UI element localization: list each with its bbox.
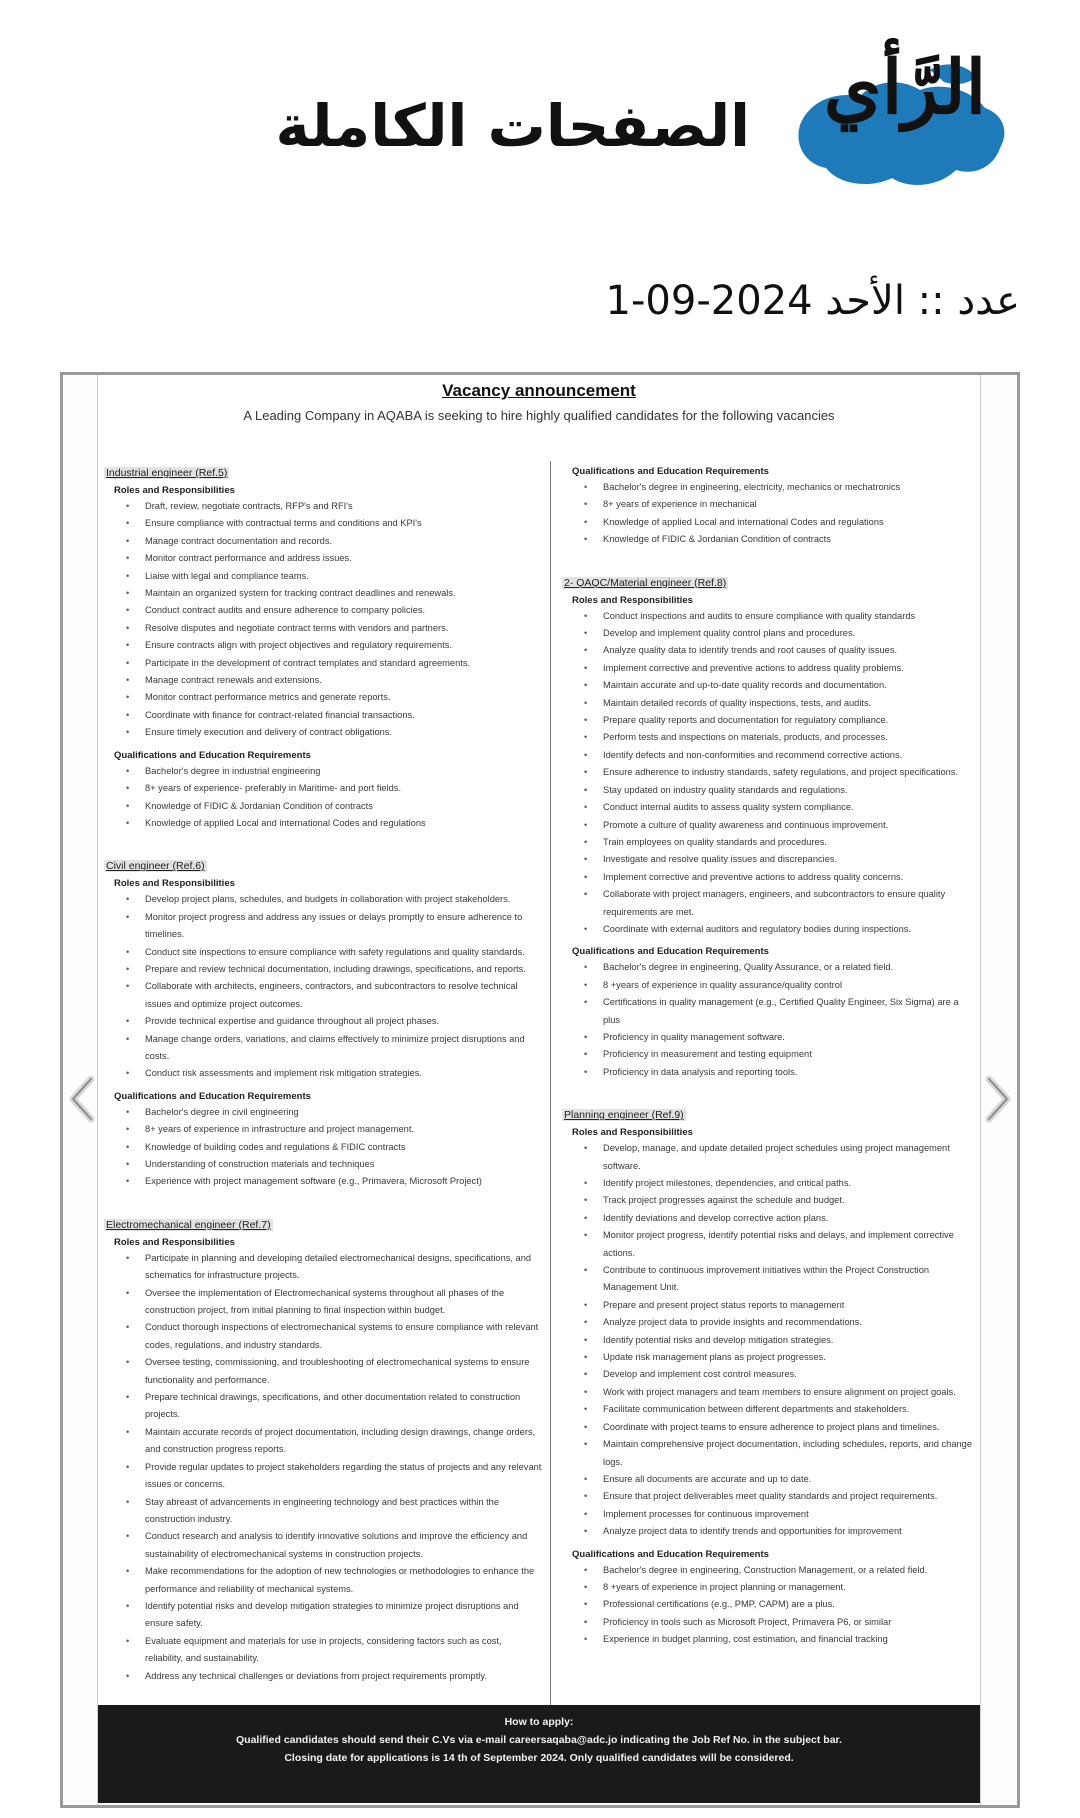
list-item: • Participate in the development of contract templates and standard agreements.	[126, 655, 542, 672]
list-item: • Experience in budget planning, cost estimation, and financial tracking	[584, 1631, 976, 1648]
list-item: • Ensure that project deliverables meet quality standards and project requirements.	[584, 1488, 976, 1505]
list-item: • Maintain accurate records of project documentation, including design drawings, change orders, and construction progress reports.	[126, 1424, 542, 1459]
list-item: • Conduct contract audits and ensure adherence to company policies.	[126, 602, 542, 619]
apply-line-2: Closing date for applications is 14 th of September 2024. Only qualified candidates will be considered.	[284, 1752, 794, 1764]
job-title: 2- QAQC/Material engineer (Ref.8)	[564, 576, 727, 589]
list-item: • Work with project managers and team members to ensure alignment on project goals.	[584, 1384, 976, 1401]
list-item: • Track project progresses against the schedule and budget.	[584, 1192, 976, 1209]
logo-text: الرَّأي	[823, 45, 987, 131]
list-item: • Coordinate with external auditors and regulatory bodies during inspections.	[584, 921, 976, 938]
list-item: • 8 +years of experience in quality assurance/quality control	[584, 977, 976, 994]
list-item: • Identify project milestones, dependencies, and critical paths.	[584, 1175, 976, 1192]
qualifications-list	[584, 1562, 976, 1649]
list-item: • Make recommendations for the adoption of new technologies or methodologies to enhance the performance and reliability of mechanical systems.	[126, 1563, 542, 1598]
list-item: • Prepare and present project status reports to management	[584, 1297, 976, 1314]
right-column	[562, 463, 976, 1673]
list-item: • Provide regular updates to project stakeholders regarding the status of projects and any relevant issues or concerns.	[126, 1459, 542, 1494]
list-item: • Develop and implement cost control measures.	[584, 1366, 976, 1383]
list-item: • Monitor project progress, identify potential risks and delays, and implement corrective actions.	[584, 1227, 976, 1262]
list-item: • Provide technical expertise and guidance throughout all project phases.	[126, 1013, 542, 1030]
job-block	[104, 856, 542, 1191]
list-item: • Knowledge of applied Local and international Codes and regulations	[126, 815, 542, 832]
job-block	[562, 573, 976, 1082]
roles-list	[584, 608, 976, 939]
roles-heading: Roles and Responsibilities	[114, 1236, 235, 1248]
list-item: • Coordinate with finance for contract-related financial transactions.	[126, 707, 542, 724]
list-item: • 8 +years of experience in project planning or management.	[584, 1579, 976, 1596]
page-header	[0, 0, 1080, 260]
list-item: • Implement corrective and preventive actions to address quality problems.	[584, 660, 976, 677]
left-column	[104, 463, 542, 1703]
list-item: • Analyze quality data to identify trends and root causes of quality issues.	[584, 642, 976, 659]
list-item: • Manage change orders, variations, and claims effectively to minimize project disruptions and costs.	[126, 1031, 542, 1066]
apply-line-1: Qualified candidates should send their C.Vs via e-mail careersaqaba@adc.jo indicating the Job Ref No. in the subject bar.	[236, 1734, 842, 1746]
list-item: • Update risk management plans as project progresses.	[584, 1349, 976, 1366]
list-item: • Certifications in quality management (e.g., Certified Quality Engineer, Six Sigma) are a plus	[584, 994, 976, 1029]
list-item: • Proficiency in tools such as Microsoft Project, Primavera P6, or similar	[584, 1614, 976, 1631]
list-item: • Bachelor's degree in industrial engineering	[126, 763, 542, 780]
list-item: • Identify deviations and develop corrective action plans.	[584, 1210, 976, 1227]
list-item: • Conduct inspections and audits to ensure compliance with quality standards	[584, 608, 976, 625]
list-item: • Draft, review, negotiate contracts, RFP's and RFI's	[126, 498, 542, 515]
roles-heading: Roles and Responsibilities	[572, 594, 693, 606]
qualifications-block	[562, 466, 976, 549]
list-item: • Develop project plans, schedules, and budgets in collaboration with project stakeholders.	[126, 891, 542, 908]
list-item: • 8+ years of experience- preferably in Maritime- and port fields.	[126, 780, 542, 797]
section-title: الصفحات الكاملة	[275, 92, 750, 160]
list-item: • Ensure compliance with contractual terms and conditions and KPI's	[126, 515, 542, 532]
list-item: • Maintain an organized system for tracking contract deadlines and renewals.	[126, 585, 542, 602]
list-item: • Oversee testing, commissioning, and troubleshooting of electromechanical systems to ensure functionality and performance.	[126, 1354, 542, 1389]
list-item: • Participate in planning and developing detailed electromechanical designs, specifications, and schematics for infrastructure projects.	[126, 1250, 542, 1285]
list-item: • Develop, manage, and update detailed project schedules using project management software.	[584, 1140, 976, 1175]
page-viewer[interactable]	[60, 372, 1020, 1808]
list-item: • Perform tests and inspections on materials, products, and processes.	[584, 729, 976, 746]
list-item: • Develop and implement quality control plans and procedures.	[584, 625, 976, 642]
job-title: Industrial engineer (Ref.5)	[106, 467, 228, 479]
list-item: • 8+ years of experience in infrastructure and project management.	[126, 1121, 542, 1138]
roles-list	[584, 1140, 976, 1540]
job-block	[104, 463, 542, 832]
qualifications-heading: Qualifications and Education Requirements	[572, 946, 769, 958]
list-item: • Knowledge of applied Local and international Codes and regulations	[584, 514, 976, 531]
list-item: • Bachelor's degree in engineering, Construction Management, or a related field.	[584, 1562, 976, 1579]
list-item: • Ensure contracts align with project objectives and regulatory requirements.	[126, 637, 542, 654]
list-item: • Analyze project data to identify trends and opportunities for improvement	[584, 1523, 976, 1540]
chevron-left-icon	[65, 1073, 101, 1125]
list-item: • Maintain detailed records of quality inspections, tests, and audits.	[584, 695, 976, 712]
list-item: • Address any technical challenges or deviations from project requirements promptly.	[126, 1668, 542, 1685]
list-item: • Prepare technical drawings, specifications, and other documentation related to construction projects.	[126, 1389, 542, 1424]
qualifications-list	[584, 959, 976, 1081]
qualifications-block	[104, 1091, 542, 1191]
chevron-right-icon	[979, 1073, 1015, 1125]
list-item: • Promote a culture of quality awareness and continuous improvement.	[584, 817, 976, 834]
issue-label: عدد :: الأحد	[825, 278, 1020, 324]
list-item: • Conduct site inspections to ensure compliance with safety regulations and quality standards.	[126, 944, 542, 961]
list-item: • Knowledge of FIDIC & Jordanian Condition of contracts	[126, 798, 542, 815]
list-item: • Monitor project progress and address any issues or delays promptly to ensure adherence to timelines.	[126, 909, 542, 944]
job-title: Planning engineer (Ref.9)	[564, 1109, 684, 1122]
how-to-apply-bar	[98, 1705, 980, 1803]
qualifications-block	[562, 946, 976, 1081]
list-item: • Liaise with legal and compliance teams.	[126, 568, 542, 585]
document-subtitle: A Leading Company in AQABA is seeking to hire highly qualified candidates for the following vacancies	[243, 408, 835, 423]
list-item: • Monitor contract performance and address issues.	[126, 550, 542, 567]
list-item: • Train employees on quality standards and procedures.	[584, 834, 976, 851]
qualifications-list	[126, 763, 542, 833]
qualifications-heading: Qualifications and Education Requirements	[572, 1548, 769, 1560]
list-item: • Collaborate with architects, engineers, contractors, and subcontractors to resolve technical issues and optimize project outcomes.	[126, 978, 542, 1013]
roles-list	[126, 498, 542, 742]
list-item: • Proficiency in measurement and testing equipment	[584, 1046, 976, 1063]
list-item: • Conduct thorough inspections of electromechanical systems to ensure compliance with relevant codes, regulations, and industry standards.	[126, 1319, 542, 1354]
job-block	[562, 466, 976, 549]
list-item: • Understanding of construction materials and techniques	[126, 1156, 542, 1173]
list-item: • Coordinate with project teams to ensure adherence to project plans and timelines.	[584, 1419, 976, 1436]
list-item: • Maintain comprehensive project documentation, including schedules, reports, and change logs.	[584, 1436, 976, 1471]
job-block	[104, 1215, 542, 1685]
qualifications-block	[562, 1549, 976, 1649]
list-item: • Ensure all documents are accurate and up to date.	[584, 1471, 976, 1488]
list-item: • Manage contract renewals and extensions.	[126, 672, 542, 689]
list-item: • Identify potential risks and develop mitigation strategies to minimize project disruptions and ensure safety.	[126, 1598, 542, 1633]
list-item: • Bachelor's degree in engineering, electricity, mechanics or mechatronics	[584, 479, 976, 496]
roles-heading: Roles and Responsibilities	[114, 878, 235, 890]
list-item: • 8+ years of experience in mechanical	[584, 496, 976, 513]
roles-heading: Roles and Responsibilities	[572, 1127, 693, 1139]
list-item: • Collaborate with project managers, engineers, and subcontractors to ensure quality requirements are met.	[584, 886, 976, 921]
roles-list	[126, 1250, 542, 1685]
list-item: • Experience with project management software (e.g., Primavera, Microsoft Project)	[126, 1173, 542, 1190]
list-item: • Contribute to continuous improvement initiatives within the Project Construction Management Unit.	[584, 1262, 976, 1297]
roles-heading: Roles and Responsibilities	[114, 485, 235, 496]
list-item: • Bachelor's degree in engineering, Quality Assurance, or a related field.	[584, 959, 976, 976]
list-item: • Investigate and resolve quality issues and discrepancies.	[584, 851, 976, 868]
list-item: • Implement corrective and preventive actions to address quality concerns.	[584, 869, 976, 886]
list-item: • Prepare and review technical documentation, including drawings, specifications, and reports.	[126, 961, 542, 978]
list-item: • Ensure adherence to industry standards, safety regulations, and project specifications.	[584, 764, 976, 781]
list-item: • Maintain accurate and up-to-date quality records and documentation.	[584, 677, 976, 694]
list-item: • Proficiency in data analysis and reporting tools.	[584, 1064, 976, 1081]
qualifications-list	[584, 479, 976, 549]
list-item: • Conduct internal audits to assess quality system compliance.	[584, 799, 976, 816]
list-item: • Analyze project data to provide insights and recommendations.	[584, 1314, 976, 1331]
list-item: • Manage contract documentation and records.	[126, 533, 542, 550]
qualifications-heading: Qualifications and Education Requirements	[114, 1090, 311, 1102]
list-item: • Ensure timely execution and delivery of contract obligations.	[126, 724, 542, 741]
qualifications-heading: Qualifications and Education Requirements	[114, 749, 311, 761]
list-item: • Facilitate communication between different departments and stakeholders.	[584, 1401, 976, 1418]
job-title: Electromechanical engineer (Ref.7)	[106, 1218, 271, 1231]
list-item: • Monitor contract performance metrics and generate reports.	[126, 689, 542, 706]
list-item: • Identify defects and non-conformities and recommend corrective actions.	[584, 747, 976, 764]
list-item: • Professional certifications (e.g., PMP, CAPM) are a plus.	[584, 1596, 976, 1613]
list-item: • Stay abreast of advancements in engineering technology and best practices within the construction industry.	[126, 1494, 542, 1529]
alrai-logo[interactable]	[780, 30, 1020, 205]
issue-date: 1-09-2024	[605, 278, 813, 324]
vacancy-document	[97, 375, 981, 1805]
qualifications-block	[104, 750, 542, 833]
roles-list	[126, 891, 542, 1082]
list-item: • Prepare quality reports and documentation for regulatory compliance.	[584, 712, 976, 729]
qualifications-heading: Qualifications and Education Requirements	[572, 466, 769, 477]
list-item: • Stay updated on industry quality standards and regulations.	[584, 782, 976, 799]
list-item: • Knowledge of FIDIC & Jordanian Condition of contracts	[584, 531, 976, 548]
job-title: Civil engineer (Ref.6)	[106, 860, 205, 873]
issue-line	[606, 278, 1020, 324]
list-item: • Bachelor's degree in civil engineering	[126, 1104, 542, 1121]
previous-page-button[interactable]	[65, 1073, 101, 1125]
list-item: • Identify potential risks and develop mitigation strategies.	[584, 1332, 976, 1349]
apply-heading: How to apply:	[504, 1716, 574, 1728]
next-page-button[interactable]	[979, 1073, 1015, 1125]
qualifications-list	[126, 1104, 542, 1191]
list-item: • Conduct research and analysis to identify innovative solutions and improve the efficiency and sustainability of electromechanical systems in construction projects.	[126, 1528, 542, 1563]
column-divider	[550, 461, 551, 1707]
list-item: • Conduct risk assessments and implement risk mitigation strategies.	[126, 1065, 542, 1082]
list-item: • Oversee the implementation of Electromechanical systems throughout all phases of the construction project, from initial planning to final inspection within budget.	[126, 1285, 542, 1320]
list-item: • Evaluate equipment and materials for use in projects, considering factors such as cost, reliability, and sustainability.	[126, 1633, 542, 1668]
list-item: • Proficiency in quality management software.	[584, 1029, 976, 1046]
list-item: • Implement processes for continuous improvement	[584, 1506, 976, 1523]
job-block	[562, 1105, 976, 1648]
document-title: Vacancy announcement	[442, 381, 636, 400]
list-item: • Knowledge of building codes and regulations & FIDIC contracts	[126, 1139, 542, 1156]
list-item: • Resolve disputes and negotiate contract terms with vendors and partners.	[126, 620, 542, 637]
